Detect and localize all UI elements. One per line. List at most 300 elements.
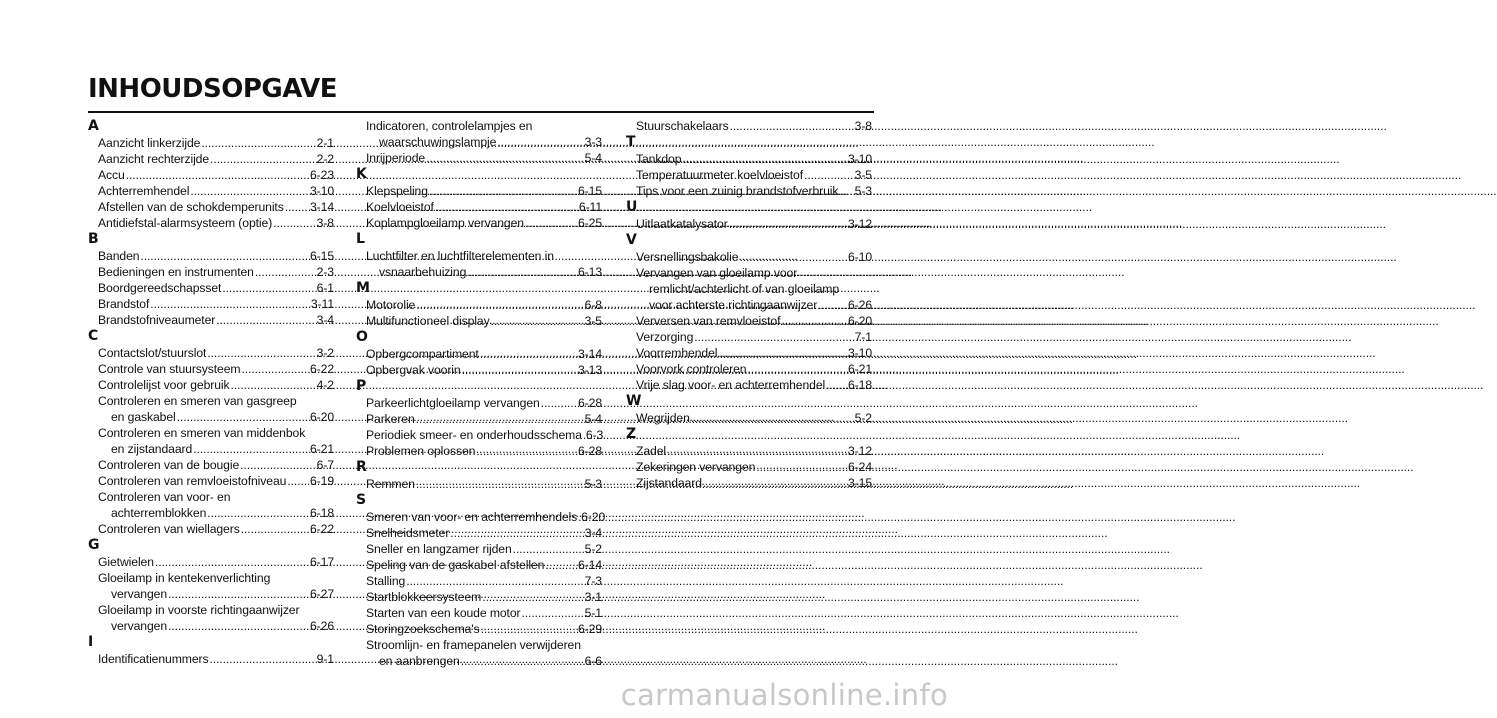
index-entry[interactable] (88, 489, 334, 521)
entry-line (98, 183, 334, 199)
index-section (626, 393, 872, 426)
entry-line (98, 554, 334, 570)
entry-label: Wegrijden (636, 411, 690, 425)
entry-page-number: 3-4 (316, 313, 334, 327)
index-entry[interactable] (356, 573, 602, 589)
dot-leader (415, 297, 584, 313)
index-section (626, 199, 872, 232)
index-entry[interactable] (88, 554, 334, 570)
index-entry[interactable] (88, 473, 334, 489)
entry-line (366, 637, 602, 653)
entry-page-number: 6-29 (578, 622, 602, 636)
entry-line (636, 265, 872, 281)
entry-line (366, 395, 602, 411)
index-entry[interactable] (88, 199, 334, 215)
section-letter: C (88, 328, 99, 344)
entry-line (366, 264, 602, 280)
index-section (356, 166, 602, 231)
dot-leader (405, 573, 584, 589)
section-letter: T (626, 134, 636, 150)
entry-label: waarschuwingslampje (379, 135, 497, 149)
entry-line (636, 249, 872, 265)
section-letter: A (88, 118, 99, 134)
dot-leader (803, 167, 855, 183)
entry-line (366, 199, 602, 215)
dot-leader (540, 395, 578, 411)
entry-label: vervangen (111, 587, 168, 601)
section-letter: R (356, 459, 367, 475)
entry-line (636, 216, 872, 232)
entry-label: Bedieningen en instrumenten (98, 265, 254, 279)
section-letter: B (88, 231, 99, 247)
entry-label: Versnellingsbakolie (636, 250, 739, 264)
index-entry[interactable] (88, 377, 334, 393)
dot-leader (149, 296, 311, 312)
index-entry[interactable] (626, 361, 872, 377)
dot-leader (221, 280, 316, 296)
entry-label: Stuurschakelaars (636, 119, 729, 133)
index-entry[interactable] (356, 605, 602, 621)
index-entry[interactable] (88, 521, 334, 537)
dot-leader (449, 525, 584, 541)
dot-leader (240, 521, 310, 537)
entry-label: Parkeren (366, 412, 415, 426)
index-entry[interactable] (356, 411, 602, 427)
index-column-2 (356, 118, 606, 669)
dot-leader (838, 183, 854, 199)
index-entry[interactable] (626, 151, 872, 167)
index-section (626, 232, 872, 393)
index-section (88, 118, 334, 231)
dot-leader (729, 118, 855, 134)
dot-leader (192, 441, 310, 457)
dot-leader (425, 150, 585, 166)
index-entry[interactable] (88, 651, 334, 667)
entry-page-number: 6-8 (584, 298, 602, 312)
dot-leader (524, 215, 578, 231)
entry-label: Motorolie (366, 298, 416, 312)
entry-line (98, 377, 334, 393)
entry-label: en aanbrengen (379, 654, 460, 668)
index-entry[interactable] (356, 150, 602, 166)
index-entry[interactable] (626, 459, 872, 475)
entry-line (98, 409, 334, 425)
index-entry[interactable] (356, 199, 602, 215)
entry-line (98, 457, 334, 473)
dot-leader (496, 134, 584, 150)
index-entry[interactable] (626, 183, 872, 199)
entry-line (98, 425, 334, 441)
dot-leader (690, 410, 855, 426)
index-entry[interactable] (356, 541, 602, 557)
entry-label: Afstellen van de schokdemperunits (98, 200, 284, 214)
dot-leader (666, 443, 848, 459)
watermark: carmanualsonline.info (620, 678, 948, 712)
dot-leader (189, 183, 310, 199)
entry-line (366, 621, 602, 637)
entry-page-number: 3-10 (848, 152, 872, 166)
index-entry[interactable] (626, 249, 872, 265)
entry-line (636, 329, 872, 345)
entry-label: Periodiek smeer- en onderhoudsschema (366, 428, 582, 442)
index-entry[interactable] (88, 393, 334, 425)
entry-label: Boordgereedschapsset (98, 281, 222, 295)
dot-leader (167, 586, 310, 602)
entry-label: Zekeringen vervangen (636, 460, 756, 474)
entry-line (366, 525, 602, 541)
entry-line (98, 199, 334, 215)
dot-leader (702, 475, 848, 491)
dot-leader (461, 362, 578, 378)
entry-label: Aanzicht rechterzijde (98, 152, 210, 166)
index-entry[interactable] (356, 589, 602, 605)
entry-label: Starten van een koude motor (366, 606, 521, 620)
entry-page-number: 6-17 (310, 555, 334, 569)
entry-page-number: 6-7 (316, 458, 334, 472)
entry-page-number: 5-3 (584, 477, 602, 491)
section-letter: P (356, 378, 367, 394)
index-entry[interactable] (626, 216, 872, 232)
entry-label: Multifunctioneel display (366, 314, 490, 328)
dot-leader (693, 329, 854, 345)
entry-label: Antidiefstal-alarmsysteem (optie) (98, 216, 273, 230)
index-entry[interactable] (356, 637, 602, 669)
index-entry[interactable] (88, 264, 334, 280)
entry-page-number: 6-22 (310, 362, 334, 376)
index-section (88, 634, 334, 667)
entry-line (366, 346, 602, 362)
entry-label: Contactslot/stuurslot (98, 346, 207, 360)
entry-page-number: 3-5 (854, 168, 872, 182)
index-entry[interactable] (88, 345, 334, 361)
entry-line (366, 653, 602, 669)
index-entry[interactable] (356, 183, 602, 199)
entry-page-number: 2-1 (316, 136, 334, 150)
entry-line (366, 443, 602, 459)
entry-page-number: 3-8 (854, 119, 872, 133)
entry-label: Controleren van remvloeistofniveau (98, 474, 287, 488)
entry-page-number: 6-20 (581, 510, 606, 524)
entry-page-number: 7-3 (584, 574, 602, 588)
index-section (626, 426, 872, 491)
index-entry[interactable] (356, 297, 602, 313)
entry-line (366, 589, 602, 605)
entry-label: Controleren en smeren van gasgreep (98, 394, 297, 408)
entry-line (366, 605, 602, 621)
dot-leader (206, 345, 316, 361)
index-entry[interactable] (356, 395, 602, 411)
index-entry[interactable] (88, 570, 334, 602)
entry-page-number: 6-26 (310, 619, 334, 633)
entry-page-number: 6-10 (848, 250, 872, 264)
entry-label: Opbergcompartiment (366, 347, 479, 361)
index-entry[interactable] (356, 621, 602, 637)
entry-line (98, 602, 334, 618)
entry-label: Indicatoren, controlelampjes en (366, 119, 533, 133)
entry-label: Parkeerlichtgloeilamp vervangen (366, 396, 540, 410)
index-entry[interactable] (356, 118, 602, 150)
entry-label: achterremblokken (111, 506, 207, 520)
dot-leader (167, 618, 310, 634)
entry-page-number: 3-15 (848, 476, 872, 490)
section-letter: V (626, 232, 637, 248)
entry-label: Voorvork controleren (636, 362, 747, 376)
entry-label: remlicht/achterlicht of van gloeilamp (649, 282, 840, 296)
entry-label: Luchtfilter en luchtfilterelementen in (366, 249, 554, 263)
index-entry[interactable] (356, 362, 602, 378)
entry-page-number: 6-23 (310, 168, 334, 182)
entry-page-number: 5-4 (584, 412, 602, 426)
entry-page-number: 6-27 (310, 587, 334, 601)
section-letter: L (356, 231, 365, 247)
entry-page-number: 3-10 (848, 346, 872, 360)
section-letter: K (356, 166, 367, 182)
index-entry[interactable] (626, 167, 872, 183)
entry-line (98, 361, 334, 377)
entry-line (366, 427, 602, 443)
entry-label: Brandstofniveaumeter (98, 313, 216, 327)
dot-leader (176, 409, 310, 425)
entry-line (366, 297, 602, 313)
index-entry[interactable] (626, 410, 872, 426)
dot-leader (490, 313, 585, 329)
entry-line (98, 135, 334, 151)
index-entry[interactable] (88, 151, 334, 167)
index-entry[interactable] (356, 476, 602, 492)
dot-leader (139, 248, 310, 264)
entry-line (636, 297, 872, 313)
entry-line (636, 183, 872, 199)
entry-label: Vervangen van gloeilamp voor (636, 266, 798, 280)
entry-line (98, 215, 334, 231)
entry-label: Voorremhendel (636, 346, 718, 360)
section-letter: I (88, 634, 94, 650)
index-entry[interactable] (88, 280, 334, 296)
index-column-3 (626, 118, 872, 491)
entry-label: Tips voor een zuinig brandstofverbruik (636, 184, 839, 198)
entry-page-number: 6-13 (578, 265, 602, 279)
entry-line (98, 505, 334, 521)
entry-label: Storingzoekschema's (366, 622, 480, 636)
index-section (88, 328, 334, 537)
entry-page-number: 6-22 (310, 522, 334, 536)
dot-leader (230, 377, 317, 393)
index-entry[interactable] (626, 475, 872, 491)
entry-page-number: 3-8 (316, 216, 334, 230)
section-letter: G (88, 537, 100, 553)
entry-line (636, 410, 872, 426)
entry-line (98, 345, 334, 361)
entry-page-number: 6-3 (585, 428, 604, 442)
entry-label: Aanzicht linkerzijde (98, 136, 201, 150)
entry-label: Controleren van wiellagers (98, 522, 240, 536)
entry-label: Stalling (366, 574, 406, 588)
index-entry[interactable] (88, 457, 334, 473)
entry-page-number: 3-10 (310, 184, 334, 198)
dot-leader (746, 361, 848, 377)
entry-line (366, 573, 602, 589)
entry-line (366, 183, 602, 199)
entry-line (636, 443, 872, 459)
index-entry[interactable] (88, 425, 334, 457)
entry-label: Stroomlijn- en framepanelen verwijderen (366, 638, 581, 652)
dot-leader (780, 313, 848, 329)
entry-line (636, 281, 872, 297)
entry-page-number: 6-25 (578, 216, 602, 230)
dot-leader (240, 361, 310, 377)
index-entry[interactable] (88, 248, 334, 264)
entry-page-number: 3-12 (848, 444, 872, 458)
entry-page-number: 6-21 (848, 362, 872, 376)
dot-leader (717, 345, 848, 361)
entry-line (636, 377, 872, 393)
dot-leader (466, 264, 578, 280)
dot-leader (272, 215, 317, 231)
entry-line (98, 473, 334, 489)
index-section (626, 118, 872, 134)
dot-leader (460, 653, 585, 669)
entry-label: Koelvloeistof (366, 200, 434, 214)
dot-leader (208, 651, 316, 667)
index-entry[interactable] (356, 557, 602, 573)
entry-page-number: 5-3 (854, 184, 872, 198)
dot-leader (415, 411, 585, 427)
index-entry[interactable] (88, 602, 334, 634)
entry-page-number: 5-2 (584, 542, 602, 556)
dot-leader (154, 554, 310, 570)
index-section (626, 134, 872, 199)
entry-page-number: 3-12 (848, 217, 872, 231)
entry-page-number: 6-18 (848, 378, 872, 392)
dot-leader (284, 199, 310, 215)
entry-label: Gloeilamp in voorste richtingaanwijzer (98, 603, 300, 617)
entry-label: Zadel (636, 444, 666, 458)
entry-page-number: 6-6 (584, 654, 602, 668)
dot-leader (480, 621, 578, 637)
index-entry[interactable] (356, 215, 602, 231)
index-entry[interactable] (88, 312, 334, 328)
index-entry[interactable] (356, 313, 602, 329)
index-entry[interactable] (626, 345, 872, 361)
entry-page-number: 3-14 (310, 200, 334, 214)
entry-page-number: 2-3 (316, 265, 334, 279)
entry-line (366, 476, 602, 492)
entry-label: Zijstandaard (636, 476, 702, 490)
entry-line (366, 541, 602, 557)
dot-leader (728, 216, 848, 232)
index-entry[interactable] (626, 265, 872, 313)
entry-label: Klepspeling (366, 184, 428, 198)
entry-page-number: 3-13 (578, 363, 602, 377)
entry-page-number: 6-19 (310, 474, 334, 488)
dot-leader (200, 135, 316, 151)
index-entry[interactable] (88, 167, 334, 183)
dot-leader (520, 605, 584, 621)
entry-line (98, 280, 334, 296)
index-entry[interactable] (88, 296, 334, 312)
entry-line (366, 411, 602, 427)
entry-label: Verversen van remvloeistof (636, 314, 781, 328)
entry-page-number: 6-14 (578, 558, 602, 572)
dot-leader (817, 297, 848, 313)
index-entry[interactable] (626, 118, 872, 134)
dot-leader (738, 249, 848, 265)
entry-label: Gloeilamp in kentekenverlichting (98, 571, 271, 585)
index-entry[interactable] (356, 346, 602, 362)
index-entry[interactable] (626, 377, 872, 393)
entry-label: Startblokkeersysteem (366, 590, 482, 604)
entry-line (636, 475, 872, 491)
entry-page-number: 6-28 (578, 396, 602, 410)
entry-label: Achterremhendel (98, 184, 190, 198)
dot-leader (475, 443, 578, 459)
entry-page-number: 2-2 (316, 152, 334, 166)
entry-label: Brandstof (98, 297, 150, 311)
dot-leader (215, 312, 316, 328)
index-entry[interactable] (356, 525, 602, 541)
entry-line (636, 118, 872, 134)
entry-label: Remmen (366, 477, 415, 491)
entry-line (366, 509, 606, 525)
entry-page-number: 3-14 (578, 347, 602, 361)
entry-line (636, 151, 872, 167)
index-section (356, 280, 602, 329)
index-entry[interactable] (626, 443, 872, 459)
entry-label: Temperatuurmeter koelvloeistof (636, 168, 804, 182)
entry-page-number: 4-2 (316, 378, 334, 392)
index-entry[interactable] (356, 427, 602, 443)
index-entry[interactable] (88, 135, 334, 151)
index-entry[interactable] (356, 248, 602, 280)
index-entry[interactable] (88, 361, 334, 377)
entry-line (98, 618, 334, 634)
entry-page-number: 5-4 (584, 151, 602, 165)
entry-page-number: 6-20 (310, 410, 334, 424)
index-entry[interactable] (356, 443, 602, 459)
dot-leader (209, 151, 317, 167)
index-entry[interactable] (88, 183, 334, 199)
entry-line (636, 313, 872, 329)
entry-line (636, 167, 872, 183)
index-entry[interactable] (356, 509, 606, 525)
index-entry[interactable] (626, 313, 872, 329)
dot-leader (825, 377, 848, 393)
entry-label: Controleren van de bougie (98, 458, 240, 472)
entry-line (636, 345, 872, 361)
dot-leader (286, 473, 310, 489)
entry-page-number: 6-15 (310, 249, 334, 263)
entry-line (98, 296, 334, 312)
entry-page-number: 6-20 (848, 314, 872, 328)
index-section (356, 231, 602, 280)
entry-label: Identificatienummers (98, 652, 209, 666)
entry-line (98, 312, 334, 328)
entry-page-number: 7-1 (854, 330, 872, 344)
entry-page-number: 6-1 (316, 281, 334, 295)
entry-label: en zijstandaard (111, 442, 193, 456)
title-rule (88, 111, 874, 113)
entry-page-number: 3-4 (584, 526, 602, 540)
entry-label: Controlelijst voor gebruik (98, 378, 230, 392)
index-entry[interactable] (88, 215, 334, 231)
entry-line (366, 557, 602, 573)
dot-leader (206, 505, 310, 521)
entry-page-number: 3-3 (584, 135, 602, 149)
entry-label: voor achterste richtingaanwijzer (649, 298, 818, 312)
entry-line (366, 118, 602, 134)
dot-leader (481, 589, 584, 605)
index-entry[interactable] (626, 329, 872, 345)
